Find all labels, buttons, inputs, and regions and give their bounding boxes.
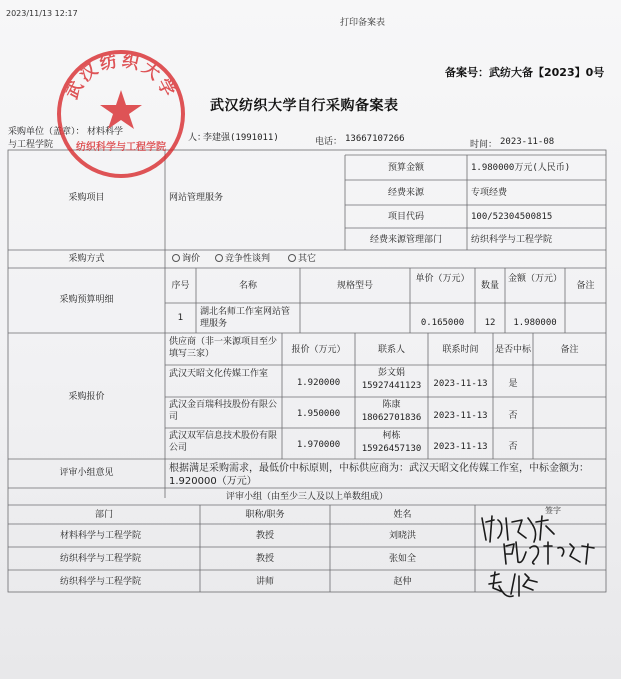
detail-row-unit-price: 0.165000 [420,318,465,328]
quote-row-date: 2023-11-13 [433,411,488,421]
quote-row-won: 否 [508,442,518,452]
member-dept: 纺织科学与工程学院 [60,577,142,587]
quote-row-price: 1.920000 [296,378,341,388]
member-header-signature: 签字 [545,506,561,515]
quote-header-note: 备注 [560,345,579,355]
quote-header-price: 报价（万元） [291,345,346,355]
quote-row-date: 2023-11-13 [433,442,488,452]
method-option-other[interactable]: 其它 [288,253,316,265]
quote-row-supplier: 武汉天昭文化传媒工作室 [169,369,269,379]
method-option-negotiation[interactable]: 竞争性谈判 [215,253,270,265]
project-code-label: 项目代码 [387,212,424,222]
detail-row-name: 湖北名师工作室网站管理服务 [200,307,291,329]
project-code-value: 100/52304500815 [471,212,553,222]
project-label: 采购项目 [68,193,105,203]
svg-text:纺织科学与工程学院: 纺织科学与工程学院 [76,142,166,153]
signature-zhang [500,538,600,568]
radio-icon [172,254,180,262]
radio-icon [288,254,296,262]
method-option-inquiry[interactable]: 询价 [172,253,200,265]
quote-header-supplier: 供应商（非一来源项目至少填写三家） [169,337,278,359]
quote-row-price: 1.970000 [296,440,341,450]
detail-row-qty: 12 [484,318,496,328]
time-label: 时间： [470,140,498,150]
member-header-name: 姓名 [393,510,412,520]
project-name: 网站管理服务 [169,193,224,203]
quote-row-contact-phone: 15927441123 [361,381,422,391]
phone-number: 13667107266 [345,134,405,144]
unit-name-line2: 与工程学院 [8,140,54,150]
review-opinion-label: 评审小组意见 [59,468,114,478]
member-dept: 纺织科学与工程学院 [60,554,142,564]
member-title: 教授 [255,554,274,564]
print-timestamp: 2023/11/13 12:17 [6,9,78,18]
detail-header-unit-price: 单价（万元） [415,274,470,284]
quote-row-won: 是 [508,379,518,389]
print-title: 打印备案表 [340,18,386,28]
signature-zhao [485,568,545,602]
member-name: 刘晓洪 [388,531,416,541]
detail-header-qty: 数量 [480,281,499,291]
detail-header-spec: 规格型号 [336,281,373,291]
quote-row-won: 否 [508,411,518,421]
official-seal [55,48,187,180]
quote-row-supplier: 武汉金百瑞科技股份有限公司 [169,400,278,422]
radio-icon [215,254,223,262]
quote-row-price: 1.950000 [296,409,341,419]
form-title: 武汉纺织大学自行采购备案表 [210,98,399,114]
quote-row-date: 2023-11-13 [433,379,488,389]
record-number: 备案号：武纺大备【2023】0号 [445,66,605,79]
detail-header-no: 序号 [171,281,190,291]
budget-detail-label: 采购预算明细 [59,295,114,305]
fund-source-label: 经费来源 [387,188,424,198]
handler-label: 人： [188,133,207,143]
quote-row-contact-phone: 18062701836 [361,413,422,423]
member-header-title: 职称/职务 [245,510,285,520]
unit-label: 采购单位（盖章）： [8,127,85,137]
svg-text:武汉纺织大学: 武汉纺织大学 [62,50,180,103]
quote-row-contact-name: 柯栋 [382,431,401,441]
detail-row-no: 1 [177,313,184,323]
phone-label: 电话： [315,137,343,147]
detail-header-name: 名称 [238,281,257,291]
detail-header-amount: 金额（万元） [507,274,562,284]
detail-header-note: 备注 [576,281,595,291]
time-value: 2023-11-08 [500,137,555,147]
review-group-label: 评审小组（由至少三人及以上单数组成） [225,492,388,502]
member-title: 讲师 [255,577,274,587]
fund-dept-label: 经费来源管理部门 [369,235,442,245]
member-header-dept: 部门 [94,510,113,520]
quote-row-contact-phone: 15926457130 [361,444,422,454]
quote-header-contact: 联系人 [377,345,405,355]
detail-row-amount: 1.980000 [513,318,557,328]
unit-name-part: 材料科学 [87,127,124,137]
handler-name: 李建强(1991011) [203,133,279,143]
member-name: 赵仲 [393,577,412,587]
budget-value: 1.980000万元(人民币) [471,163,571,173]
fund-source-value: 专项经费 [471,188,508,198]
quotes-label: 采购报价 [68,392,105,402]
quote-row-contact-name: 彭文娟 [377,368,405,378]
quote-header-won: 是否中标 [494,345,531,355]
quote-header-date: 联系时间 [442,345,479,355]
method-label: 采购方式 [68,254,105,264]
fund-dept-value: 纺织科学与工程学院 [471,235,553,245]
review-opinion-text: 根据满足采购需求，最低价中标原则，中标供应商为：武汉天昭文化传媒工作室，中标金额为：1.920000（万元） [169,463,589,487]
quote-row-supplier: 武汉双军信息技术股份有限公司 [169,431,278,453]
member-dept: 材料科学与工程学院 [60,531,142,541]
quote-row-contact-name: 陈康 [382,400,401,410]
member-name: 张如全 [388,554,416,564]
budget-label: 预算金额 [387,163,424,173]
member-title: 教授 [255,531,274,541]
